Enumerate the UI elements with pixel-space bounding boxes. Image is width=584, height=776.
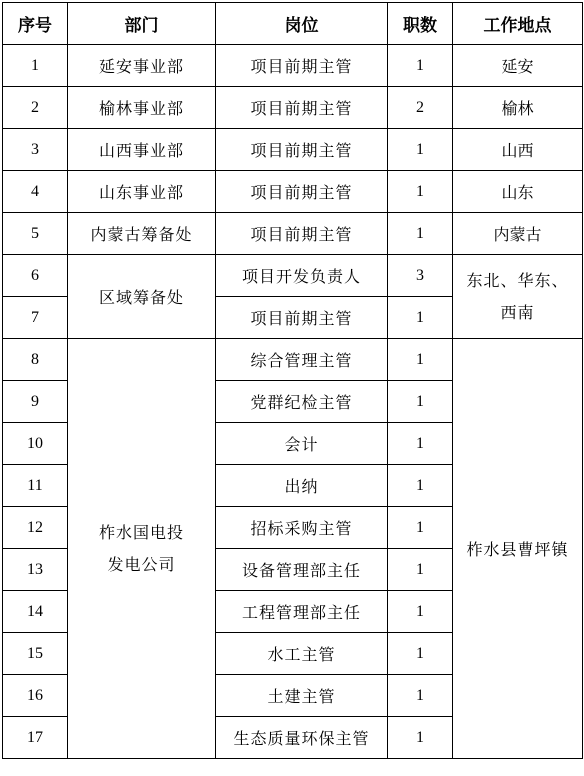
cell-index: 17 bbox=[3, 717, 68, 759]
cell-location: 柞水县曹坪镇 bbox=[453, 339, 583, 759]
cell-index: 2 bbox=[3, 87, 68, 129]
cell-location: 榆林 bbox=[453, 87, 583, 129]
cell-location: 延安 bbox=[453, 45, 583, 87]
cell-position: 会计 bbox=[216, 423, 388, 465]
cell-index: 16 bbox=[3, 675, 68, 717]
table-row bbox=[3, 87, 583, 129]
header-department: 部门 bbox=[68, 3, 216, 45]
cell-department: 区域筹备处 bbox=[68, 255, 216, 339]
header-position: 岗位 bbox=[216, 3, 388, 45]
cell-location: 山西 bbox=[453, 129, 583, 171]
cell-position: 设备管理部主任 bbox=[216, 549, 388, 591]
cell-index: 10 bbox=[3, 423, 68, 465]
cell-position: 项目前期主管 bbox=[216, 87, 388, 129]
cell-position: 项目前期主管 bbox=[216, 297, 388, 339]
cell-index: 11 bbox=[3, 465, 68, 507]
cell-position: 工程管理部主任 bbox=[216, 591, 388, 633]
cell-position: 项目前期主管 bbox=[216, 45, 388, 87]
cell-count: 1 bbox=[388, 171, 453, 213]
header-index: 序号 bbox=[3, 3, 68, 45]
cell-index: 13 bbox=[3, 549, 68, 591]
cell-position: 项目前期主管 bbox=[216, 213, 388, 255]
table-row bbox=[3, 45, 583, 87]
cell-position: 土建主管 bbox=[216, 675, 388, 717]
cell-count: 2 bbox=[388, 87, 453, 129]
department-line: 柞水国电投 bbox=[98, 522, 184, 542]
cell-position: 出纳 bbox=[216, 465, 388, 507]
cell-count: 1 bbox=[388, 423, 453, 465]
cell-count: 1 bbox=[388, 45, 453, 87]
cell-position: 党群纪检主管 bbox=[216, 381, 388, 423]
cell-index: 6 bbox=[3, 255, 68, 297]
cell-count: 1 bbox=[388, 549, 453, 591]
location-line: 东北、华东、 bbox=[466, 270, 569, 290]
table-row bbox=[3, 129, 583, 171]
cell-position: 项目开发负责人 bbox=[216, 255, 388, 297]
cell-count: 1 bbox=[388, 213, 453, 255]
cell-department: 榆林事业部 bbox=[68, 87, 216, 129]
cell-count: 1 bbox=[388, 717, 453, 759]
table-row bbox=[3, 171, 583, 213]
table-row bbox=[3, 255, 583, 297]
job-positions-table bbox=[2, 2, 583, 759]
cell-count: 1 bbox=[388, 675, 453, 717]
cell-count: 1 bbox=[388, 591, 453, 633]
cell-index: 7 bbox=[3, 297, 68, 339]
cell-index: 14 bbox=[3, 591, 68, 633]
cell-index: 3 bbox=[3, 129, 68, 171]
cell-department: 山西事业部 bbox=[68, 129, 216, 171]
cell-count: 1 bbox=[388, 381, 453, 423]
cell-position: 项目前期主管 bbox=[216, 171, 388, 213]
header-row bbox=[3, 3, 583, 45]
cell-count: 3 bbox=[388, 255, 453, 297]
cell-index: 15 bbox=[3, 633, 68, 675]
cell-position: 生态质量环保主管 bbox=[216, 717, 388, 759]
cell-location: 内蒙古 bbox=[453, 213, 583, 255]
cell-department: 内蒙古筹备处 bbox=[68, 213, 216, 255]
location-line: 西南 bbox=[500, 302, 535, 322]
cell-count: 1 bbox=[388, 339, 453, 381]
cell-count: 1 bbox=[388, 633, 453, 675]
cell-count: 1 bbox=[388, 465, 453, 507]
cell-index: 5 bbox=[3, 213, 68, 255]
cell-department bbox=[68, 339, 216, 759]
cell-position: 招标采购主管 bbox=[216, 507, 388, 549]
cell-location: 山东 bbox=[453, 171, 583, 213]
cell-count: 1 bbox=[388, 507, 453, 549]
cell-index: 12 bbox=[3, 507, 68, 549]
cell-location bbox=[453, 255, 583, 339]
header-location: 工作地点 bbox=[453, 3, 583, 45]
cell-index: 8 bbox=[3, 339, 68, 381]
cell-position: 项目前期主管 bbox=[216, 129, 388, 171]
cell-position: 综合管理主管 bbox=[216, 339, 388, 381]
cell-index: 1 bbox=[3, 45, 68, 87]
cell-position: 水工主管 bbox=[216, 633, 388, 675]
cell-index: 9 bbox=[3, 381, 68, 423]
table-row bbox=[3, 339, 583, 381]
table-row bbox=[3, 213, 583, 255]
department-line: 发电公司 bbox=[107, 554, 176, 574]
cell-index: 4 bbox=[3, 171, 68, 213]
cell-department: 延安事业部 bbox=[68, 45, 216, 87]
header-count: 职数 bbox=[388, 3, 453, 45]
cell-department: 山东事业部 bbox=[68, 171, 216, 213]
cell-count: 1 bbox=[388, 129, 453, 171]
cell-count: 1 bbox=[388, 297, 453, 339]
